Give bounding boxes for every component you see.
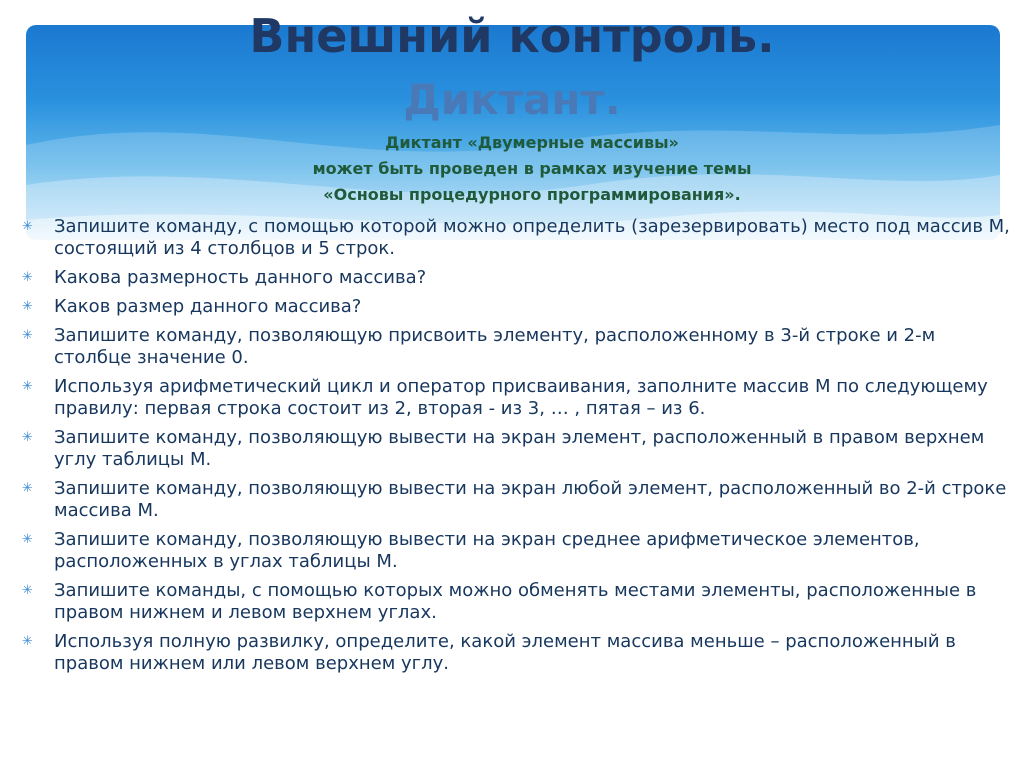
list-item [22,631,1016,675]
asterisk-bullet-icon: ✳ [22,532,33,547]
subtitle-line-1: Диктант «Двумерные массивы» [385,133,679,152]
list-item-text: Используя полную развилку, определите, какой элемент массива меньше – расположенный в правом нижнем или левом верхнем углу. [54,631,956,674]
list-item [22,529,1016,573]
list-item [22,427,1016,471]
list-item-text: Запишите команду, позволяющую вывести на экран любой элемент, расположенный во 2-й строке массива М. [54,478,1007,521]
slide-title: Внешний контроль. [249,9,775,63]
subtitle-line-3: «Основы процедурного программирования». [323,185,741,204]
asterisk-bullet-icon: ✳ [22,379,33,394]
asterisk-bullet-icon: ✳ [22,328,33,343]
list-item-text: Используя арифметический цикл и оператор присваивания, заполните массив М по следующему правилу: первая строка состоит из 2, вторая - из 3, … , пятая – из 6. [54,376,988,419]
asterisk-bullet-icon: ✳ [22,481,33,496]
task-list [22,216,1016,682]
list-item-text: Запишите команду, позволяющую присвоить элементу, расположенному в 3-й строке и 2-м столбце значение 0. [54,325,936,368]
list-item-text: Каков размер данного массива? [54,296,362,317]
asterisk-bullet-icon: ✳ [22,583,33,598]
asterisk-bullet-icon: ✳ [22,219,33,234]
asterisk-bullet-icon: ✳ [22,299,33,314]
asterisk-bullet-icon: ✳ [22,430,33,445]
list-item-text: Запишите команду, позволяющую вывести на экран элемент, расположенный в правом верхнем углу таблицы М. [54,427,985,470]
list-item-text: Запишите команды, с помощью которых можно обменять местами элементы, расположенные в правом нижнем и левом верхнем углах. [54,580,977,623]
list-item-text: Запишите команду, позволяющую вывести на экран среднее арифметическое элементов, расположенных в углах таблицы М. [54,529,920,572]
list-item-text: Запишите команду, с помощью которой можно определить (зарезервировать) место под массив М, состоящий из 4 столбцов и 5 строк. [54,216,1010,259]
asterisk-bullet-icon: ✳ [22,634,33,649]
list-item [22,325,1016,369]
list-item-text: Какова размерность данного массива? [54,267,427,288]
list-item [22,267,1016,289]
subtitle-line-2: может быть проведен в рамках изучение темы [312,159,752,178]
list-item [22,376,1016,420]
asterisk-bullet-icon: ✳ [22,270,33,285]
list-item [22,296,1016,318]
list-item [22,478,1016,522]
list-item [22,580,1016,624]
list-item [22,216,1016,260]
slide-title-second-line: Диктант. [403,75,621,124]
